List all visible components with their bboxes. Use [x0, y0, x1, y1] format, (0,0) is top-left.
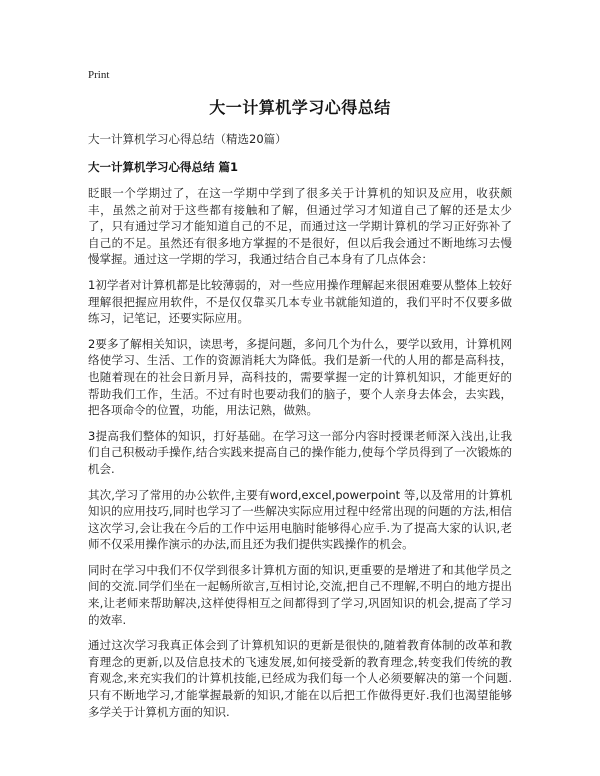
paragraph-1: 眨眼一个学期过了，在这一学期中学到了很多关于计算机的知识及应用，收获颇丰，虽然之前对于这些都有接触和了解，但通过学习才知道自己了解的还是太少了，只有通过学习才能知道自己的不足，而通过这一学期计算机的学习正好弥补了自己的不足。虽然还有很多地方掌握的不是很好，但以后我会通过不断地练习去慢慢掌握。通过这一学期的学习，我通过结合自己本身有了几点体会：: [88, 186, 512, 267]
paragraph-2: 1初学者对计算机都是比较薄弱的，对一些应用操作理解起来很困难要从整体上较好理解很把握应用软件，不是仅仅靠买几本专业书就能知道的，我们平时不仅要多做练习，记笔记，还要实际应用。: [88, 277, 512, 326]
paragraph-5: 其次,学习了常用的办公软件,主要有word,excel,powerpoint 等,以及常用的计算机知识的应用技巧,同时也学习了一些解决实际应用过程中经常出现的问题的方法,相信这次学习,会让我在今后的工作中运用电脑时能够得心应手.为了提高大家的认识,老师不仅采用操作演示的办法,而且还为我们提供实践操作的机会。: [88, 487, 512, 552]
section-heading: 大一计算机学习心得总结 篇1: [88, 160, 239, 174]
paragraph-3: 2要多了解相关知识，读思考，多提问题，多问几个为什么，要学以致用，计算机网络使学习、生活、工作的资源消耗大为降低。我们是新一代的人用的都是高科技，也随着现在的社会日新月异，高科技的，需要掌握一定的计算机知识，才能更好的帮助我们工作，生活。不过有时也要动我们的脑子，要个人亲身去体会，去实践，把各项命令的位置，功能，用法记熟，做熟。: [88, 336, 512, 418]
print-label: Print: [88, 69, 110, 81]
document-subtitle: 大一计算机学习心得总结（精选20篇）: [88, 132, 287, 146]
paragraph-7: 通过这次学习我真正体会到了计算机知识的更新是很快的,随着教育体制的改革和教育理念的更新,以及信息技术的飞速发展,如何接受新的教育理念,转变我们传统的教育观念,来充实我们的计算机技能,已经成为我们每一个人必须要解决的第一个问题.只有不断地学习,才能掌握最新的知识,才能在以后把工作做得更好.我们也渴望能够多学关于计算机方面的知识.: [88, 638, 512, 719]
paragraph-6: 同时在学习中我们不仅学到很多计算机方面的知识,更重要的是增进了和其他学员之间的交流.同学们坐在一起畅所欲言,互相讨论,交流,把自己不理解,不明白的地方提出来,让老师来帮助解决,这样使得相互之间都得到了学习,巩固知识的机会,提高了学习的效率.: [88, 562, 512, 627]
document-title: 大一计算机学习心得总结: [209, 98, 391, 117]
paragraph-4: 3提高我们整体的知识，打好基础。在学习这一部分内容时授课老师深入浅出,让我们自己积极动手操作,结合实践来提高自己的操作能力,使每个学员得到了一次锻炼的机会.: [88, 428, 512, 476]
